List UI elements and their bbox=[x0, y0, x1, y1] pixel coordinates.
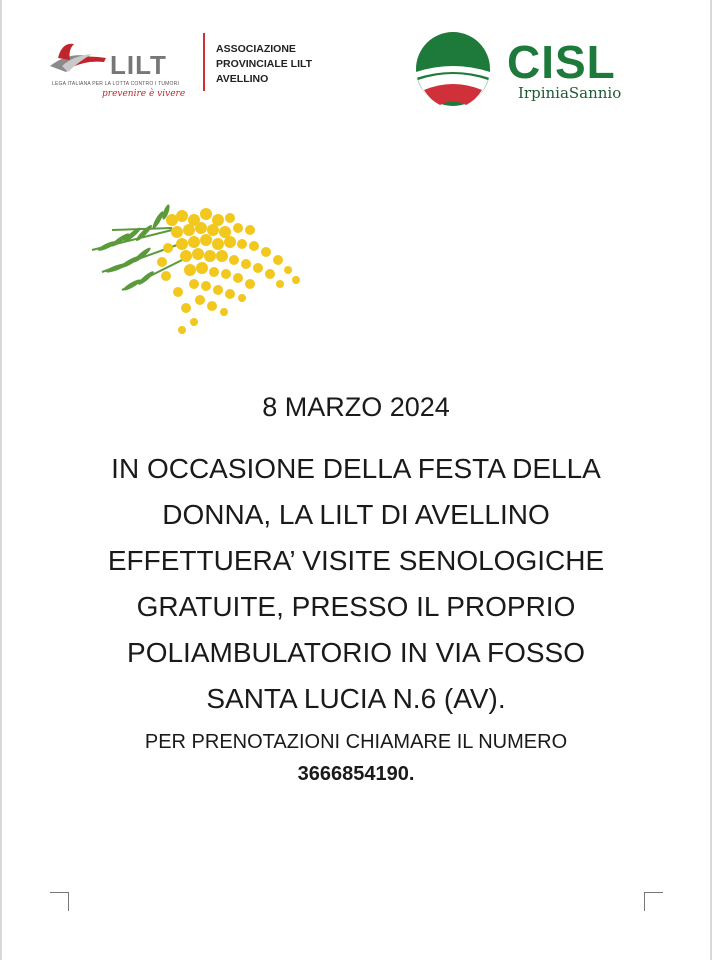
phone-number: 3666854190. bbox=[297, 763, 415, 785]
lilt-tagline: LEGA ITALIANA PER LA LOTTA CONTRO I TUMORI bbox=[52, 81, 180, 87]
announcement-line: POLIAMBULATORIO IN VIA FOSSO bbox=[127, 637, 585, 668]
mimosa-flower-image bbox=[82, 190, 307, 345]
announcement-line: GRATUITE, PRESSO IL PROPRIO bbox=[136, 591, 576, 622]
announcement-line: DONNA, LA LILT DI AVELLINO bbox=[162, 499, 550, 530]
cisl-logo bbox=[414, 30, 634, 110]
event-date: 8 MARZO 2024 bbox=[262, 392, 450, 422]
association-line: ASSOCIAZIONE bbox=[216, 43, 296, 55]
association-line: AVELLINO bbox=[216, 73, 269, 85]
lilt-name: LILT bbox=[110, 50, 167, 80]
cisl-emblem-icon bbox=[414, 30, 492, 108]
crop-mark-right bbox=[644, 892, 663, 911]
announcement-line: SANTA LUCIA N.6 (AV). bbox=[206, 683, 506, 714]
association-line: PROVINCIALE LILT bbox=[216, 58, 313, 70]
announcement-line: EFFETTUERA’ VISITE SENOLOGICHE bbox=[107, 545, 605, 576]
lilt-motto: prevenire è vivere bbox=[102, 89, 186, 99]
logo-divider bbox=[203, 33, 205, 91]
lilt-ribbon-icon bbox=[48, 36, 108, 78]
announcement-text bbox=[40, 446, 672, 722]
association-name bbox=[216, 42, 312, 87]
page-edge-left bbox=[0, 0, 2, 960]
announcement-line: IN OCCASIONE DELLA FESTA DELLA bbox=[111, 453, 601, 484]
booking-instructions: PER PRENOTAZIONI CHIAMARE IL NUMERO bbox=[144, 731, 568, 753]
cisl-subtitle: IrpiniaSannio bbox=[518, 84, 622, 102]
crop-mark-left bbox=[50, 892, 69, 911]
cisl-name: CISL bbox=[507, 36, 616, 88]
lilt-logo bbox=[48, 36, 208, 102]
